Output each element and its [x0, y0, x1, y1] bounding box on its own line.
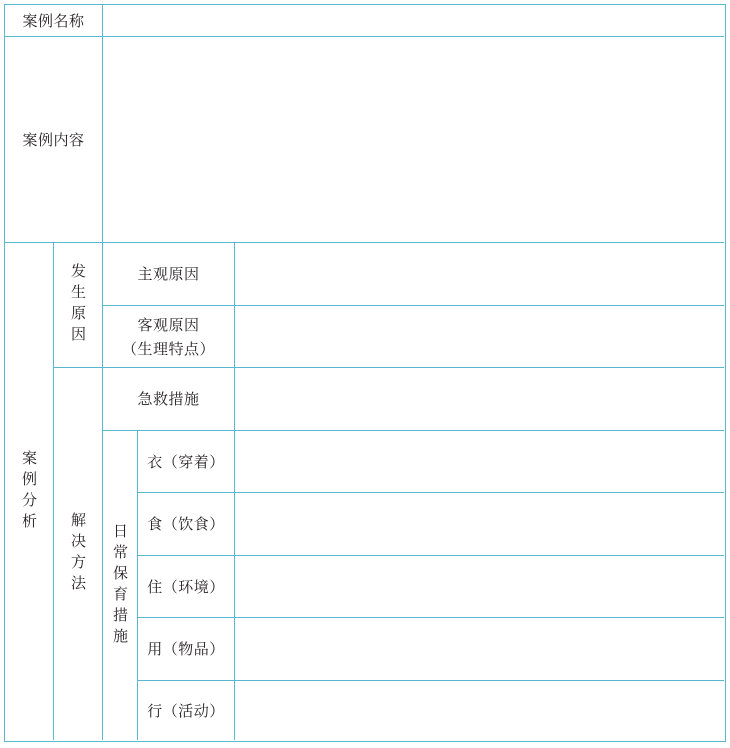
clothing-field[interactable] — [235, 431, 724, 492]
daily-care-label — [103, 431, 137, 740]
cause-label-text: 发生原因 — [69, 263, 87, 347]
case-analysis-form — [4, 4, 726, 742]
case-name-field[interactable] — [103, 5, 724, 36]
objective-cause-line2: （生理特点） — [121, 339, 215, 358]
items-field[interactable] — [235, 618, 724, 680]
objective-cause-line1: 客观原因 — [137, 315, 200, 334]
solution-label — [54, 368, 102, 740]
housing-label: 住（环境） — [147, 577, 225, 596]
subjective-cause-label: 主观原因 — [137, 265, 200, 283]
items-label: 用（物品） — [147, 640, 225, 658]
case-analysis-label-text: 案例分析 — [20, 449, 38, 534]
case-analysis-label — [5, 243, 53, 740]
case-content-label: 案例内容 — [22, 130, 85, 149]
clothing-label: 衣（穿着） — [147, 452, 225, 471]
cause-label — [54, 243, 102, 367]
subjective-cause-field[interactable] — [235, 243, 724, 305]
activity-label: 行（活动） — [147, 701, 225, 720]
food-label: 食（饮食） — [147, 515, 225, 533]
case-content-field[interactable] — [103, 37, 724, 242]
objective-cause-field[interactable] — [235, 306, 724, 367]
first-aid-field[interactable] — [235, 368, 724, 430]
solution-label-text: 解决方法 — [69, 512, 87, 596]
activity-field[interactable] — [235, 681, 724, 740]
food-field[interactable] — [235, 493, 724, 555]
first-aid-label: 急救措施 — [137, 390, 200, 408]
case-name-label: 案例名称 — [22, 11, 85, 30]
housing-field[interactable] — [235, 556, 724, 617]
daily-care-label-text: 日常保育措施 — [111, 522, 129, 649]
objective-cause-label — [103, 306, 234, 367]
